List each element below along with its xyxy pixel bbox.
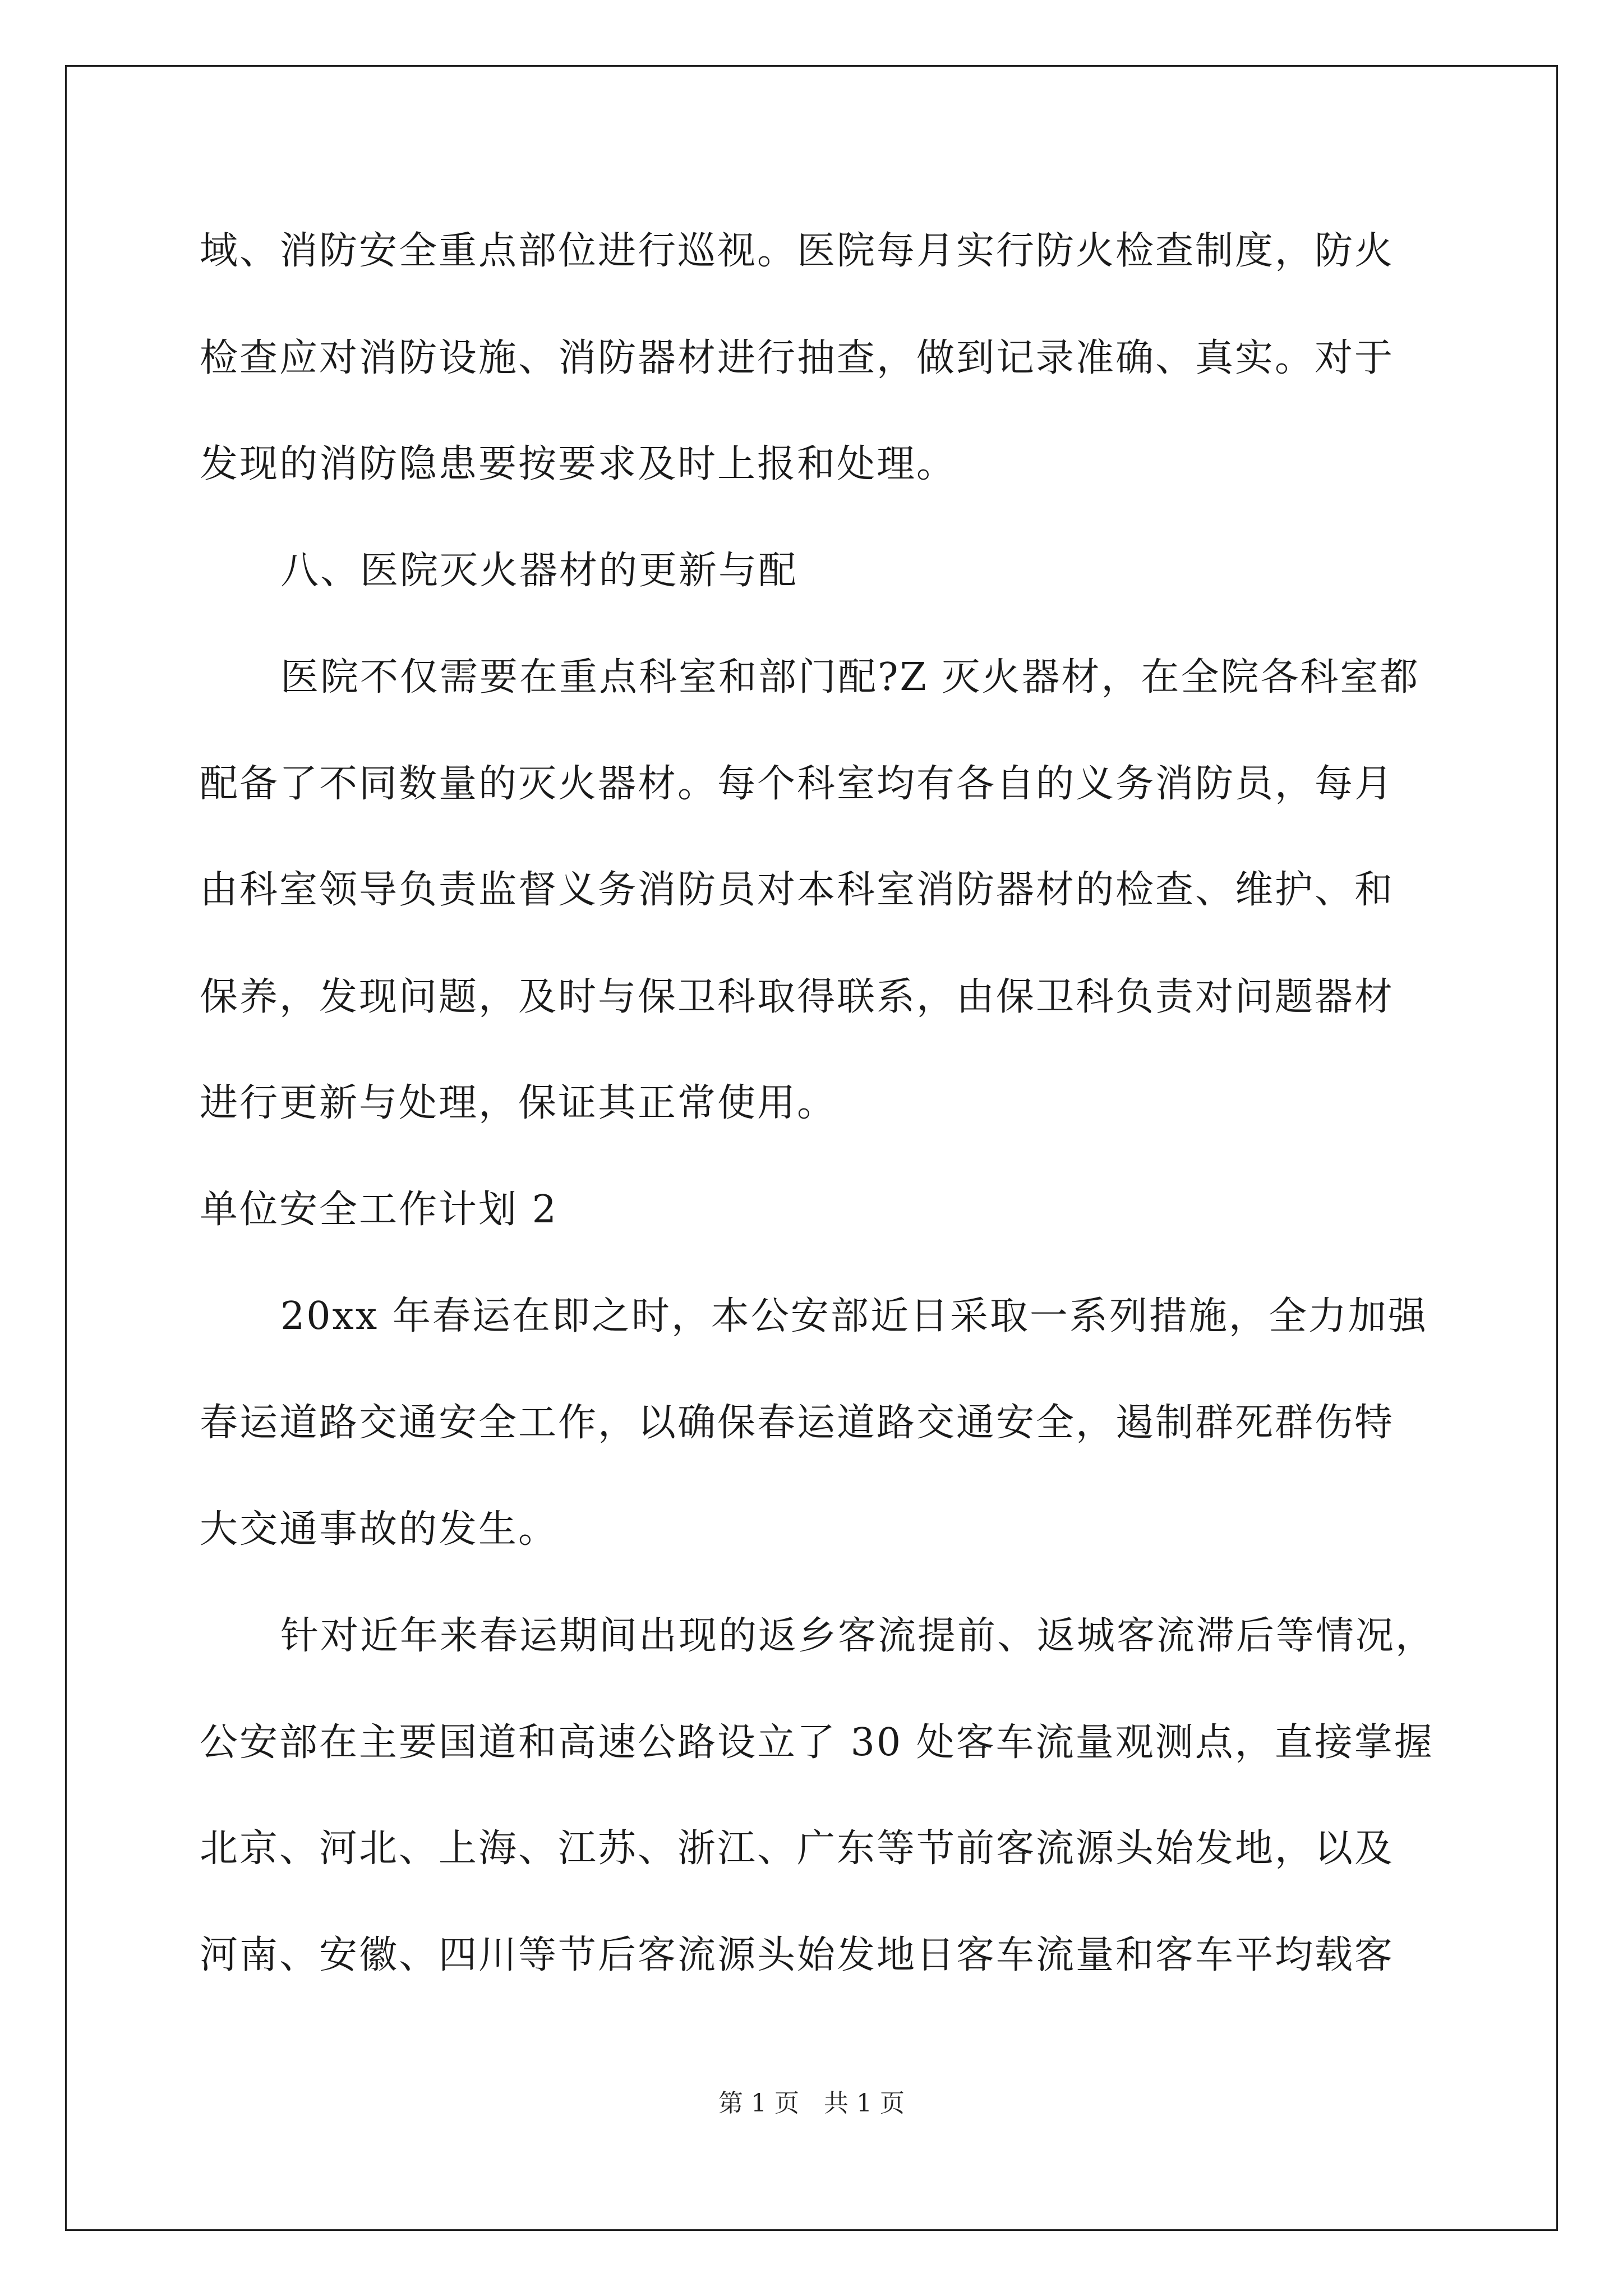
paragraph-line: 河南、安徽、四川等节后客流源头始发地日客车流量和客车平均载客 bbox=[200, 1933, 1395, 1977]
document-title: 单位安全工作计划 2 bbox=[200, 1188, 558, 1232]
paragraph-line: 医院不仅需要在重点科室和部门配?Z 灭火器材，在全院各科室都 bbox=[280, 655, 1420, 700]
page-frame bbox=[65, 65, 1558, 2231]
section-heading: 八、医院灭火器材的更新与配 bbox=[280, 549, 799, 593]
paragraph-line: 春运道路交通安全工作，以确保春运道路交通安全，遏制群死群伤特 bbox=[200, 1401, 1395, 1445]
paragraph-line: 保养，发现问题，及时与保卫科取得联系，由保卫科负责对问题器材 bbox=[200, 975, 1395, 1019]
paragraph-line: 检查应对消防设施、消防器材进行抽查，做到记录准确、真实。对于 bbox=[200, 336, 1395, 380]
paragraph-line: 配备了不同数量的灭火器材。每个科室均有各自的义务消防员，每月 bbox=[200, 762, 1395, 806]
paragraph-line: 针对近年来春运期间出现的返乡客流提前、返城客流滞后等情况， bbox=[280, 1614, 1436, 1658]
paragraph-line: 由科室领导负责监督义务消防员对本科室消防器材的检查、维护、和 bbox=[200, 868, 1395, 912]
paragraph-line: 北京、河北、上海、江苏、浙江、广东等节前客流源头始发地，以及 bbox=[200, 1826, 1395, 1871]
paragraph-line: 进行更新与处理，保证其正常使用。 bbox=[200, 1081, 837, 1125]
paragraph-line: 域、消防安全重点部位进行巡视。医院每月实行防火检查制度，防火 bbox=[200, 229, 1395, 273]
page-footer: 第 1 页 共 1 页 bbox=[718, 2089, 905, 2118]
paragraph-line: 大交通事故的发生。 bbox=[200, 1507, 559, 1552]
paragraph-line: 20xx 年春运在即之时，本公安部近日采取一系列措施，全力加强 bbox=[280, 1294, 1428, 1338]
paragraph-line: 发现的消防隐患要按要求及时上报和处理。 bbox=[200, 442, 957, 486]
paragraph-line: 公安部在主要国道和高速公路设立了 30 处客车流量观测点，直接掌握 bbox=[200, 1720, 1434, 1765]
